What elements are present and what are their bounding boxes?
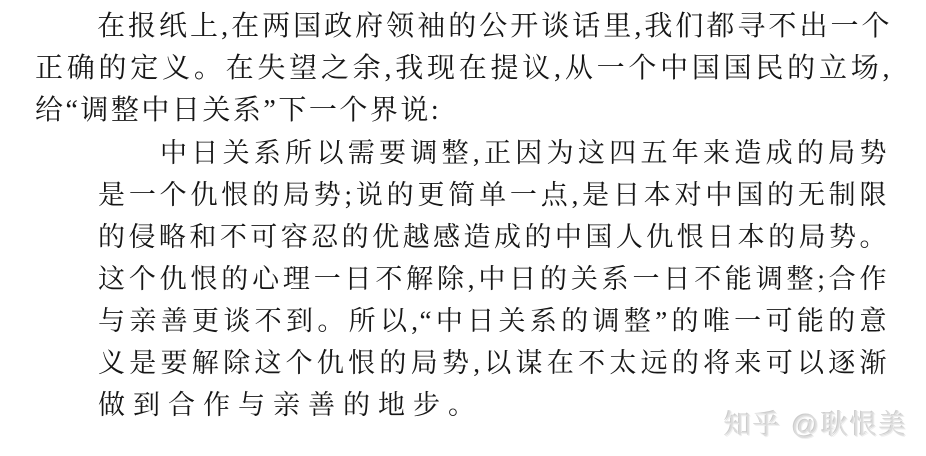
text-line: 义是要解除这个仇恨的局势,以谋在不太远的将来可以逐渐 <box>98 348 888 378</box>
text-line: 这个仇恨的心理一日不解除,中日的关系一日不能调整;合作 <box>98 264 888 294</box>
zhihu-watermark: 知乎 @耿恨美 <box>724 410 908 440</box>
text-line: 中日关系所以需要调整,正因为这四五年来造成的局势 <box>160 138 888 168</box>
text-line: 在报纸上,在两国政府领袖的公开谈话里,我们都寻不出一个 <box>97 11 890 42</box>
paragraph-intro <box>0 6 926 132</box>
text-line: 是一个仇恨的局势;说的更简单一点,是日本对中国的无制限 <box>98 180 888 210</box>
text-line: 做到合作与亲善的地步。 <box>98 390 483 420</box>
paragraph-blockquote <box>0 132 926 426</box>
text-line: 正确的定义。在失望之余,我现在提议,从一个中国国民的立场, <box>35 53 890 84</box>
text-line: 与亲善更谈不到。所以,“中日关系的调整”的唯一可能的意 <box>98 306 888 336</box>
text-line: 给“调整中日关系”下一个界说: <box>35 95 442 126</box>
text-line: 的侵略和不可容忍的优越感造成的中国人仇恨日本的局势。 <box>98 222 888 252</box>
